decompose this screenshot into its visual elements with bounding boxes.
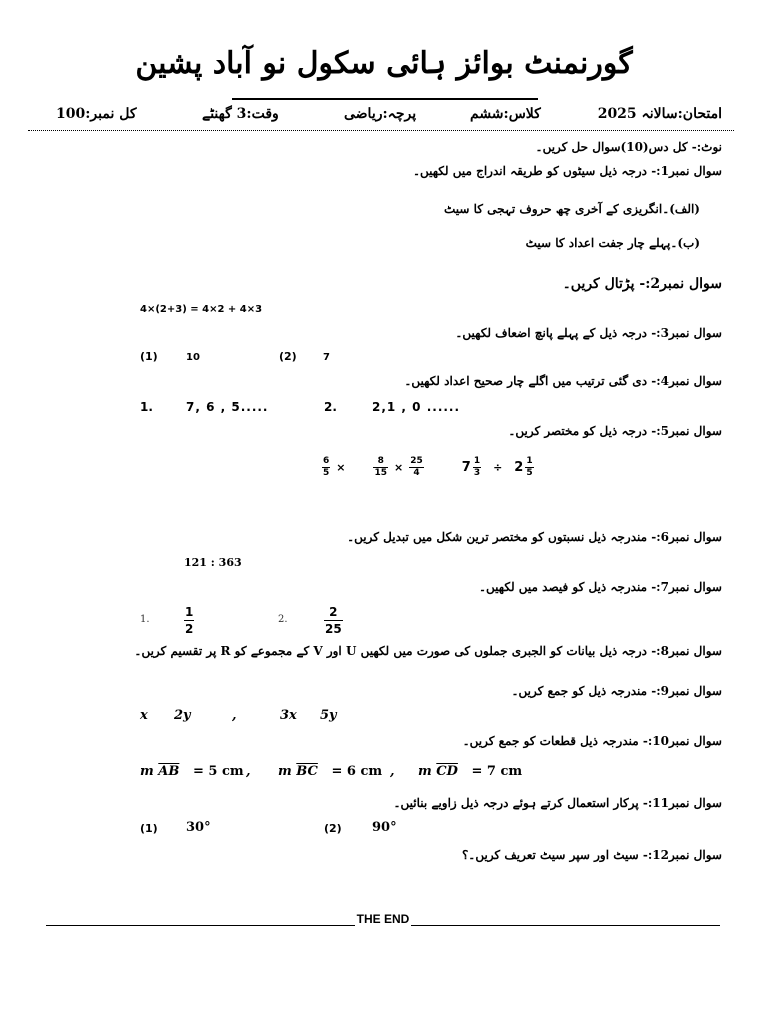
q10-m-3: m xyxy=(418,764,432,779)
q6-ratio: 121 : 363 xyxy=(184,556,242,569)
q4-sequence-1: 7, 6 , 5..... xyxy=(186,400,269,414)
school-title: گورنمنٹ بوائز ہائی سکول نو آباد پشین xyxy=(135,46,633,81)
q10-ab-value: = 5 cm xyxy=(192,764,244,779)
time-label: وقت:3 گھنٹے xyxy=(202,106,279,122)
q10-ab: $\overline{AB}$ xyxy=(158,764,180,779)
q5-operator-2: × xyxy=(394,461,404,474)
end-line-right xyxy=(411,915,720,926)
q9-term-3: 3x xyxy=(280,708,297,723)
q10-segment-2 xyxy=(278,764,382,779)
q5-mixed-2-whole: 2 xyxy=(514,460,524,475)
end-text: THE END xyxy=(356,912,410,926)
q10-cd-value: = 7 cm xyxy=(471,764,523,779)
q3-value-1: 10 xyxy=(186,352,200,363)
q5-operator-1: × xyxy=(336,461,346,474)
q10-comma-2: , xyxy=(390,764,395,779)
q11-angle-2: 90° xyxy=(372,820,397,835)
question-6: سوال نمبر6:- مندرجہ ذیل نسبتوں کو مختصر ترین شکل میں تبدیل کریں۔ xyxy=(347,530,722,544)
title-underline xyxy=(232,98,538,100)
q4-label-1: 1. xyxy=(140,400,153,414)
total-marks-label: کل نمبر:100 xyxy=(56,106,137,122)
q10-bc-value: = 6 cm xyxy=(331,764,383,779)
q7-label-1: 1. xyxy=(140,614,150,625)
exam-label: امتحان:سالانہ 2025 xyxy=(597,106,722,122)
q4-sequence-2: 2,1 , 0 ...... xyxy=(372,400,461,414)
question-1a: (الف)۔انگریزی کے آخری چھ حروف تہجی کا سیٹ xyxy=(443,202,700,216)
q5-mixed-2-fraction: $\frac{1}{5}$ xyxy=(526,456,533,478)
q5-mixed-1-whole: 7 xyxy=(461,460,471,475)
end-line-left xyxy=(46,915,355,926)
question-8: سوال نمبر8:- درجہ ذیل بیانات کو الجبری جملوں کی صورت میں لکھیں U اور V کے مجموعے کو R پر تقسیم کریں۔ xyxy=(134,644,722,658)
q10-segment-3 xyxy=(418,764,522,779)
q5-fraction-3: $\frac{25}{4}$ xyxy=(410,456,423,478)
q5-operator-3: ÷ xyxy=(493,461,503,474)
question-7: سوال نمبر7:- مندرجہ ذیل کو فیصد میں لکھیں۔ xyxy=(479,580,722,594)
q3-label-2: (2) xyxy=(279,350,297,363)
q11-label-2: (2) xyxy=(324,822,342,835)
question-1: سوال نمبر1:- درجہ ذیل سیٹوں کو طریقہ اندراج میں لکھیں۔ xyxy=(412,164,722,178)
question-4: سوال نمبر4:- دی گئی ترتیب میں اگلے چار صحیح اعداد لکھیں۔ xyxy=(404,374,722,388)
q7-fraction-2: $\frac{2}{25}$ xyxy=(325,605,342,636)
q3-label-1: (1) xyxy=(140,350,158,363)
q7-fraction-1: $\frac{1}{2}$ xyxy=(185,605,194,636)
question-12: سوال نمبر12:- سیٹ اور سپر سیٹ تعریف کریں۔؟ xyxy=(461,848,722,862)
q11-label-1: (1) xyxy=(140,822,158,835)
q5-mixed-1-fraction: $\frac{1}{3}$ xyxy=(473,456,481,478)
header-divider xyxy=(28,130,734,131)
q5-expression xyxy=(322,456,534,479)
paper-label: پرچہ:ریاضی xyxy=(344,106,417,122)
question-11: سوال نمبر11:- پرکار استعمال کرتے ہوئے درجہ ذیل زاویے بنائیں۔ xyxy=(393,796,722,810)
question-3: سوال نمبر3:- درجہ ذیل کے پہلے پانچ اضعاف لکھیں۔ xyxy=(455,326,722,340)
question-9: سوال نمبر9:- مندرجہ ذیل کو جمع کریں۔ xyxy=(511,684,722,698)
q10-comma-1: , xyxy=(246,764,251,779)
q10-bc: $\overline{BC}$ xyxy=(296,764,318,779)
q2-expression: 4×(2+3) = 4×2 + 4×3 xyxy=(140,304,263,315)
q9-separator: , xyxy=(232,708,237,723)
note: نوٹ:- کل دس(10)سوال حل کریں۔ xyxy=(535,140,722,154)
q10-segment-1 xyxy=(140,764,244,779)
q5-fraction-2: $\frac{8}{15}$ xyxy=(374,456,388,478)
q11-angle-1: 30° xyxy=(186,820,211,835)
q4-label-2: 2. xyxy=(324,400,337,414)
q7-label-2: 2. xyxy=(278,614,288,625)
q3-value-2: 7 xyxy=(323,352,330,363)
q5-fraction-1: $\frac{6}{5}$ xyxy=(323,456,330,478)
question-5: سوال نمبر5:- درجہ ذیل کو مختصر کریں۔ xyxy=(508,424,722,438)
q9-term-1: x xyxy=(140,708,148,723)
q10-m-2: m xyxy=(278,764,292,779)
q10-m-1: m xyxy=(140,764,154,779)
q9-term-4: 5y xyxy=(320,708,337,723)
question-10: سوال نمبر10:- مندرجہ ذیل قطعات کو جمع کریں۔ xyxy=(462,734,722,748)
question-2: سوال نمبر2:- پڑتال کریں۔ xyxy=(562,276,722,292)
q9-term-2: 2y xyxy=(174,708,191,723)
class-label: کلاس:ششم xyxy=(470,106,541,122)
question-1b: (ب)۔پہلے چار جفت اعداد کا سیٹ xyxy=(525,236,700,250)
q10-cd: $\overline{CD}$ xyxy=(436,764,458,779)
end-marker xyxy=(46,912,720,926)
